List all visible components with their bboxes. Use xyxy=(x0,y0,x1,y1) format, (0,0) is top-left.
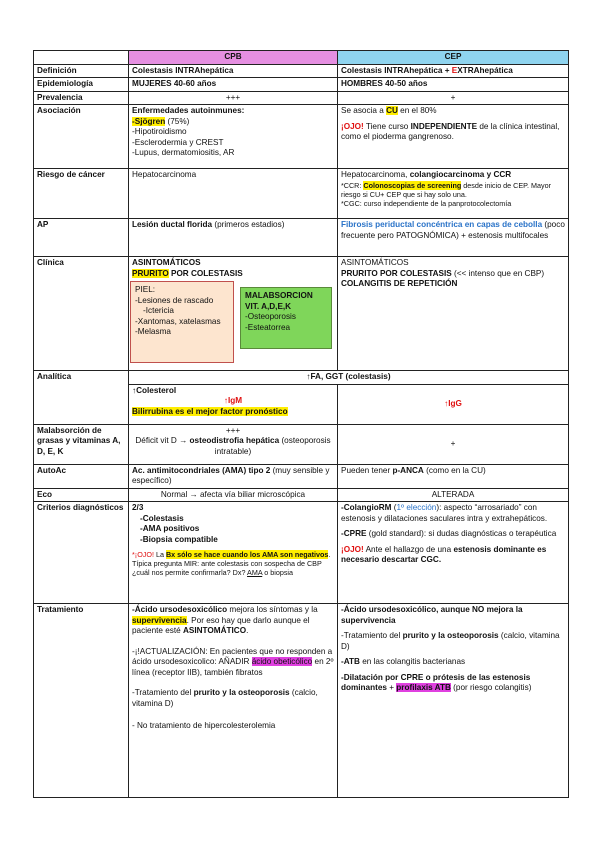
riesgo-cep: Hepatocarcinoma, colangiocarcinoma y CCR *CCR: Colonoscopias de screening desde inicio de CEP. Mayor riesgo si CU+ CEP que si hay solo una. *CGC: curso independiente de la panprotocolectomía xyxy=(338,169,569,219)
riesgo-cpb: Hepatocarcinoma xyxy=(129,169,338,219)
prevalencia-cpb: +++ xyxy=(129,91,338,105)
row-ap xyxy=(34,219,569,257)
header-cpb: CPB xyxy=(129,51,338,65)
autoac-cpb: Ac. antimitocondriales (AMA) tipo 2 (muy sensible y específico) xyxy=(129,464,338,488)
asociacion-cpb: Enfermedades autoinmunes: -Sjögren (75%) -Hipotiroidismo -Esclerodermia y CREST -Lupus, dermatomiositis, AR xyxy=(129,105,338,169)
tratamiento-cpb: -Ácido ursodesoxicólico mejora los síntomas y la supervivencia. Por eso hay que darlo aunque el paciente esté ASINTOMÁTICO. -¡!ACTUALIZACIÓN: En pacientes que no responden a ácido ursodesoxicolico: AÑADIR ácido obeticólico en 2º línea (receptor IIB), también fibratos -Tratamiento del prurito y la osteoporosis (calcio, vitamina D) - No tratamiento de hipercolesterolemia xyxy=(129,604,338,798)
label-eco: Eco xyxy=(34,488,129,502)
label-riesgo: Riesgo de cáncer xyxy=(34,169,129,219)
definicion-cpb: Colestasis INTRAhepática xyxy=(129,64,338,78)
label-autoac: AutoAc xyxy=(34,464,129,488)
eco-cep: ALTERADA xyxy=(338,488,569,502)
label-criterios: Criterios diagnósticos xyxy=(34,502,129,604)
criterios-cep: -ColangioRM (1º elección): aspecto “arrosariado” con estenosis y dilataciones saculares intra y extrahepáticos. -CPRE (gold standard): si dudas diagnósticas o terapéutica ¡OJO! Ante el hallazgo de una estenosis dominante es necesario descartar CGC. xyxy=(338,502,569,604)
row-malabsorcion xyxy=(34,424,569,464)
label-tratamiento: Tratamiento xyxy=(34,604,129,798)
asociacion-cep: Se asocia a CU en el 80% ¡OJO! Tiene curso INDEPENDIENTE de la clínica intestinal, como el pioderma gangrenoso. xyxy=(338,105,569,169)
analitica-shared: ↑FA, GGT (colestasis) xyxy=(129,371,569,385)
label-malabsorcion: Malabsorción de grasas y vitaminas A, D, E, K xyxy=(34,424,129,464)
label-clinica: Clínica xyxy=(34,257,129,371)
epidemiologia-cpb: MUJERES 40-60 años xyxy=(129,78,338,92)
malabsorcion-cep: + xyxy=(338,424,569,464)
label-asociacion: Asociación xyxy=(34,105,129,169)
eco-cpb: Normal → afecta vía biliar microscópica xyxy=(129,488,338,502)
autoac-cep: Pueden tener p-ANCA (como en la CU) xyxy=(338,464,569,488)
comparison-table xyxy=(33,50,569,798)
analitica-cep: ↑IgG xyxy=(338,384,569,424)
clinica-cpb: ASINTOMÁTICOS PRURITO POR COLESTASIS PIEL: -Lesiones de rascado -Ictericia -Xantomas, xatelasmas -Melasma MALABSORCION VIT. A,D,E,K -Osteoporosis -Esteatorrea xyxy=(129,257,338,371)
ap-cep: Fibrosis periductal concéntrica en capas de cebolla (poco frecuente pero PATOGNÓMICA) + estenosis multifocales xyxy=(338,219,569,257)
row-epidemiologia xyxy=(34,78,569,92)
header-cep: CEP xyxy=(338,51,569,65)
row-autoac xyxy=(34,464,569,488)
analitica-cpb: ↑Colesterol ↑IgM Bilirrubina es el mejor factor pronóstico xyxy=(129,384,338,424)
label-prevalencia: Prevalencia xyxy=(34,91,129,105)
definicion-cep: Colestasis INTRAhepática + EXTRAhepática xyxy=(338,64,569,78)
header-row xyxy=(34,51,569,65)
label-epidemiologia: Epidemiología xyxy=(34,78,129,92)
malabsorcion-cpb: +++ Déficit vit D → osteodistrofia hepática (osteoporosis intratable) xyxy=(129,424,338,464)
row-riesgo xyxy=(34,169,569,219)
row-prevalencia xyxy=(34,91,569,105)
label-definicion: Definición xyxy=(34,64,129,78)
row-eco xyxy=(34,488,569,502)
tratamiento-cep: -Ácido ursodesoxicólico, aunque NO mejora la supervivencia -Tratamiento del prurito y la osteoporosis (calcio, vitamina D) -ATB en las colangitis bacterianas -Dilatación por CPRE o prótesis de las estenosis dominantes + profilaxis ATB (por riesgo colangitis) xyxy=(338,604,569,798)
row-criterios xyxy=(34,502,569,604)
label-analitica: Analítica xyxy=(34,371,129,425)
piel-box: PIEL: -Lesiones de rascado -Ictericia -Xantomas, xatelasmas -Melasma xyxy=(130,281,234,363)
header-blank xyxy=(34,51,129,65)
criterios-cpb: 2/3 -Colestasis -AMA positivos -Biopsia compatible *¡OJO! La Bx sólo se hace cuando los AMA son negativos. Típica pregunta MIR: ante colestasis con sospecha de CBP ¿cuál nos permite confirmarla? Dx? AMA o biopsia xyxy=(129,502,338,604)
malabsorcion-box: MALABSORCION VIT. A,D,E,K -Osteoporosis -Esteatorrea xyxy=(240,287,332,349)
prevalencia-cep: + xyxy=(338,91,569,105)
clinica-cep: ASINTOMÁTICOS PRURITO POR COLESTASIS (<< intenso que en CBP) COLANGITIS DE REPETICIÓN xyxy=(338,257,569,371)
ap-cpb: Lesión ductal florida (primeros estadios) xyxy=(129,219,338,257)
row-clinica xyxy=(34,257,569,371)
row-asociacion xyxy=(34,105,569,169)
row-analitica-shared xyxy=(34,371,569,385)
row-tratamiento xyxy=(34,604,569,798)
epidemiologia-cep: HOMBRES 40-50 años xyxy=(338,78,569,92)
row-definicion xyxy=(34,64,569,78)
label-ap: AP xyxy=(34,219,129,257)
